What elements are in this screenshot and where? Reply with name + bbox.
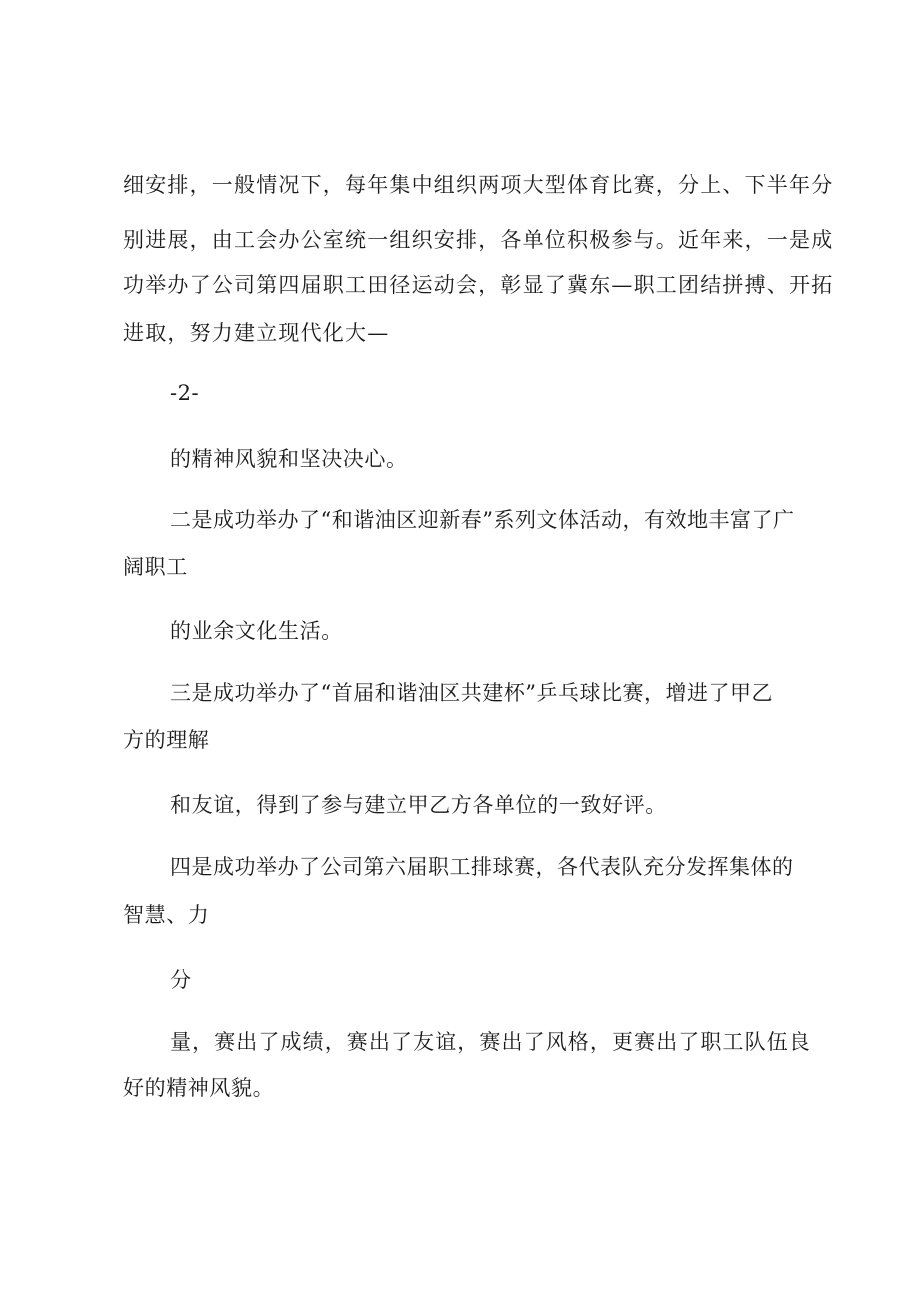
paragraph-line: 方的理解: [123, 728, 210, 752]
paragraph-line: 阔职工: [123, 555, 188, 579]
page-number: -2-: [170, 381, 200, 405]
paragraph-line: 二是成功举办了“和谐油区迎新春”系列文体活动，有效地丰富了广: [170, 508, 795, 532]
paragraph-line: 和友谊，得到了参与建立甲乙方各单位的一致好评。: [170, 793, 667, 817]
paragraph-line: 四是成功举办了公司第六届职工排球赛，各代表队充分发挥集体的: [170, 855, 794, 879]
paragraph-line: 量，赛出了成绩，赛出了友谊，赛出了风格，更赛出了职工队伍良: [170, 1030, 811, 1054]
text-line: 功举办了公司第四届职工田径运动会，彰显了冀东—职工团结拼搏、开拓: [123, 273, 834, 297]
text-line: 别进展，由工会办公室统一组织安排，各单位积极参与。近年来，一是成: [123, 228, 834, 252]
paragraph-line: 分: [170, 968, 192, 992]
paragraph-line: 智慧、力: [123, 903, 210, 927]
paragraph-line: 三是成功举办了“首届和谐油区共建杯”乒乓球比赛，增进了甲乙: [170, 681, 773, 705]
text-line: 细安排，一般情况下，每年集中组织两项大型体育比赛，分上、下半年分: [123, 173, 834, 197]
paragraph-line: 好的精神风貌。: [123, 1076, 275, 1100]
paragraph-line: 的业余文化生活。: [170, 619, 343, 643]
text-line: 进取，努力建立现代化大—: [123, 321, 390, 345]
paragraph-line: 的精神风貌和坚决决心。: [170, 447, 408, 471]
